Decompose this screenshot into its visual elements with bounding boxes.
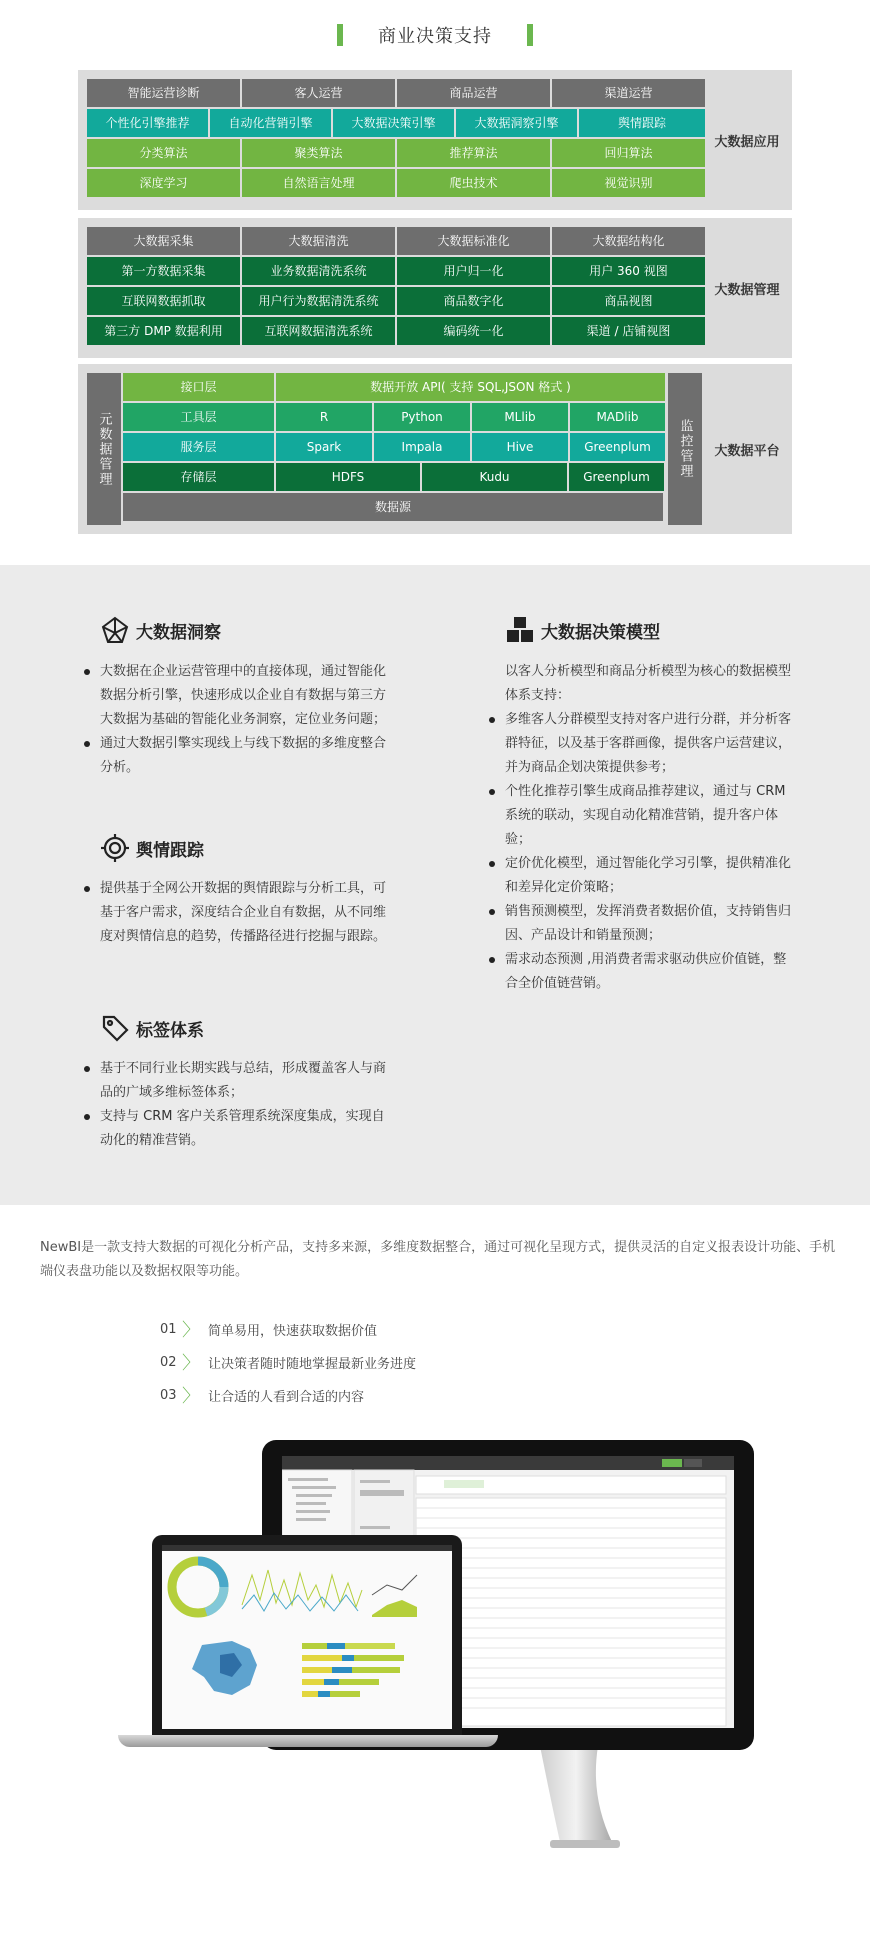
decision-text: [487, 708, 795, 996]
platform-cell: Python: [374, 403, 470, 431]
tags-title: 标签体系: [136, 1020, 204, 1041]
cubes-icon: [505, 615, 535, 645]
feature-text: 让合适的人看到合适的内容: [208, 1389, 365, 1405]
tag-icon: [100, 1013, 130, 1043]
sentiment-heading: [100, 833, 204, 863]
mgmt-cell: 大数据标准化: [397, 227, 550, 255]
platform-cell: Greenplum: [569, 463, 664, 491]
metadata-mgmt-label: 元数据管理: [87, 373, 121, 525]
app-panel: [78, 70, 792, 210]
feature-number: 03: [160, 1387, 177, 1403]
insight-title: 大数据洞察: [136, 622, 221, 643]
platform-side-label: 大数据平台: [714, 443, 780, 459]
data-source-bar: 数据源: [123, 493, 663, 521]
list-item: 通过大数据引擎实现线上与线下数据的多维度整合分析。: [82, 732, 392, 780]
app-side-label: 大数据应用: [714, 134, 780, 150]
mgmt-row: [87, 317, 707, 345]
app-cell: 爬虫技术: [397, 169, 550, 197]
list-item: 基于不同行业长期实践与总结，形成覆盖客人与商品的广域多维标签体系；: [82, 1057, 392, 1105]
app-cell: 分类算法: [87, 139, 240, 167]
tags-text: [82, 1057, 392, 1153]
list-item: 大数据在企业运营管理中的直接体现，通过智能化数据分析引擎，快速形成以企业自有数据与第三方大数据为基础的智能化业务洞察，定位业务问题；: [82, 660, 392, 732]
app-row: [87, 109, 707, 137]
list-item: 多维客人分群模型支持对客户进行分群，并分析客群特征，以及基于客群画像，提供客户运营建议，并为商品企划决策提供参考；: [487, 708, 795, 780]
list-item: 定价优化模型，通过智能化学习引擎，提供精准化和差异化定价策略；: [487, 852, 795, 900]
product-intro: NewBI是一款支持大数据的可视化分析产品，支持多来源，多维度数据整合，通过可视化呈现方式，提供灵活的自定义报表设计功能、手机端仪表盘功能以及数据权限等功能。: [40, 1240, 836, 1279]
monitor-mgmt-label: 监控管理: [668, 373, 702, 525]
chevron-right-icon: 〉: [182, 1320, 200, 1341]
list-item: 个性化推荐引擎生成商品推荐建议，通过与 CRM 系统的联动，实现自动化精准营销，提升客户体验；: [487, 780, 795, 852]
mgmt-cell: 第一方数据采集: [87, 257, 240, 285]
mgmt-cell: 大数据采集: [87, 227, 240, 255]
decision-title: 大数据决策模型: [541, 622, 660, 643]
page-title: 商业决策支持: [378, 26, 492, 47]
mgmt-cell: 商品数字化: [397, 287, 550, 315]
app-cell: 个性化引擎推荐: [87, 109, 208, 137]
app-row: [87, 139, 707, 167]
mgmt-row: [87, 227, 707, 255]
laptop-mockup: [152, 1535, 462, 1735]
platform-cell: HDFS: [276, 463, 420, 491]
platform-cell: Spark: [276, 433, 372, 461]
app-cell: 大数据洞察引擎: [456, 109, 577, 137]
platform-cell: Greenplum: [570, 433, 665, 461]
mgmt-cell: 业务数据清洗系统: [242, 257, 395, 285]
laptop-screen: [162, 1545, 452, 1729]
app-cell: 深度学习: [87, 169, 240, 197]
app-row: [87, 79, 707, 107]
layer-label: 服务层: [123, 433, 274, 461]
layer-label: 工具层: [123, 403, 274, 431]
mgmt-grid: [87, 227, 707, 347]
platform-cell: Impala: [374, 433, 470, 461]
app-cell: 回归算法: [552, 139, 705, 167]
platform-row: [123, 373, 667, 401]
platform-cell: MADlib: [570, 403, 665, 431]
app-cell: 大数据决策引擎: [333, 109, 454, 137]
platform-cell: Kudu: [422, 463, 567, 491]
app-cell: 自然语言处理: [242, 169, 395, 197]
mgmt-cell: 编码统一化: [397, 317, 550, 345]
app-cell: 自动化营销引擎: [210, 109, 331, 137]
mgmt-cell: 用户归一化: [397, 257, 550, 285]
list-item: 提供基于全网公开数据的舆情跟踪与分析工具，可基于客户需求，深度结合企业自有数据，从不同维度对舆情信息的趋势，传播路径进行挖掘与跟踪。: [82, 877, 392, 949]
app-cell: 推荐算法: [397, 139, 550, 167]
mgmt-cell: 大数据清洗: [242, 227, 395, 255]
app-cell: 客人运营: [242, 79, 395, 107]
mgmt-cell: 第三方 DMP 数据利用: [87, 317, 240, 345]
app-cell: 商品运营: [397, 79, 550, 107]
app-cell: 聚类算法: [242, 139, 395, 167]
mgmt-cell: 用户行为数据清洗系统: [242, 287, 395, 315]
feature-item: [160, 1349, 416, 1375]
target-icon: [100, 833, 130, 863]
feature-number: 01: [160, 1321, 177, 1337]
platform-cell: R: [276, 403, 372, 431]
feature-text: 简单易用，快速获取数据价值: [208, 1323, 378, 1339]
platform-cell: 数据开放 API( 支持 SQL,JSON 格式 ): [276, 373, 665, 401]
insight-text: [82, 660, 392, 780]
platform-row: [123, 433, 667, 461]
feature-number: 02: [160, 1354, 177, 1370]
platform-row: [123, 493, 667, 521]
tags-heading: [100, 1013, 204, 1043]
feature-text: 让决策者随时随地掌握最新业务进度: [208, 1356, 417, 1372]
platform-cell: Hive: [472, 433, 568, 461]
app-cell: 视觉识别: [552, 169, 705, 197]
mgmt-cell: 用户 360 视图: [552, 257, 705, 285]
header-right-bar: [527, 24, 533, 46]
app-cell: 舆情跟踪: [579, 109, 705, 137]
mgmt-cell: 商品视图: [552, 287, 705, 315]
list-item: 销售预测模型，发挥消费者数据价值，支持销售归因、产品设计和销量预测；: [487, 900, 795, 948]
mgmt-side-label: 大数据管理: [714, 282, 780, 298]
platform-panel: [78, 364, 792, 534]
mgmt-cell: 互联网数据清洗系统: [242, 317, 395, 345]
network-icon: [100, 615, 130, 645]
dashboard-charts-screenshot: [162, 1545, 452, 1729]
platform-row: [123, 463, 667, 491]
app-cell: 智能运营诊断: [87, 79, 240, 107]
list-item: 支持与 CRM 客户关系管理系统深度集成，实现自动化的精准营销。: [82, 1105, 392, 1153]
mgmt-cell: 互联网数据抓取: [87, 287, 240, 315]
layer-label: 存储层: [123, 463, 274, 491]
monitor-stand: [520, 1746, 620, 1856]
section-header: [0, 22, 870, 52]
mgmt-panel: [78, 218, 792, 358]
app-cell: 渠道运营: [552, 79, 705, 107]
platform-cell: MLlib: [472, 403, 568, 431]
app-grid: [87, 79, 707, 199]
layer-label: 接口层: [123, 373, 274, 401]
mgmt-row: [87, 287, 707, 315]
features-section: [0, 565, 870, 1205]
decision-intro: 以客人分析模型和商品分析模型为核心的数据模型体系支持：: [505, 664, 792, 703]
mgmt-row: [87, 257, 707, 285]
feature-item: [160, 1316, 377, 1342]
platform-row: [123, 403, 667, 431]
mgmt-cell: 渠道 / 店铺视图: [552, 317, 705, 345]
feature-item: [160, 1382, 364, 1408]
platform-grid: [123, 373, 667, 523]
sentiment-text: [82, 877, 392, 949]
app-row: [87, 169, 707, 197]
chevron-right-icon: 〉: [182, 1386, 200, 1407]
insight-heading: [100, 615, 221, 645]
mgmt-cell: 大数据结构化: [552, 227, 705, 255]
sentiment-title: 舆情跟踪: [136, 840, 204, 861]
laptop-base: [118, 1735, 498, 1747]
chevron-right-icon: 〉: [182, 1353, 200, 1374]
header-left-bar: [337, 24, 343, 46]
list-item: 需求动态预测 ,用消费者需求驱动供应价值链，整合全价值链营销。: [487, 948, 795, 996]
decision-heading: [505, 615, 660, 645]
